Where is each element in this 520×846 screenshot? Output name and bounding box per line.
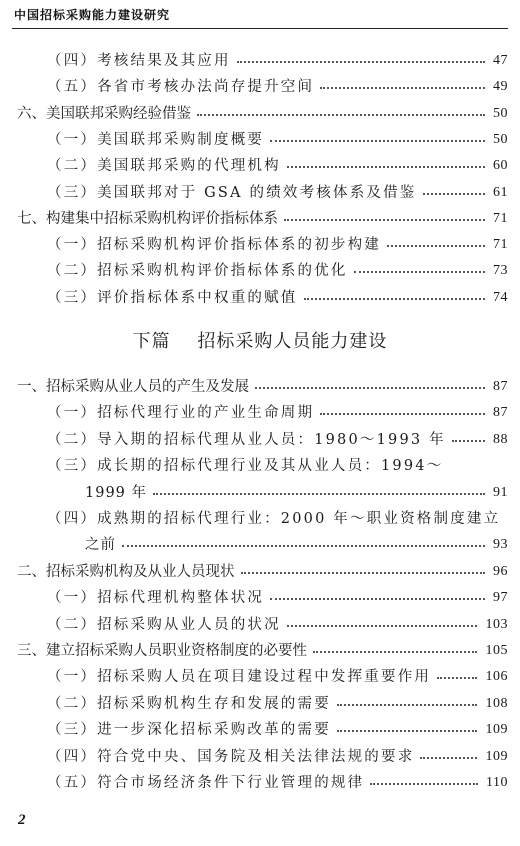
toc-entry[interactable] (0, 400, 520, 426)
toc-entry-page: 103 (485, 616, 508, 632)
toc-entry-title: （四）符合党中央、国务院及相关法律法规的要求 (47, 748, 415, 765)
toc-entry-title: （三）进一步深化招标采购改革的需要 (47, 722, 331, 739)
dot-leader (452, 440, 485, 442)
toc-entry[interactable] (0, 48, 520, 74)
toc-entry-page: 73 (493, 263, 508, 279)
toc-entry[interactable] (0, 559, 520, 585)
toc-entry[interactable] (0, 101, 520, 127)
dot-leader (437, 677, 477, 679)
toc-entry-title: （一）招标代理机构整体状况 (47, 590, 265, 607)
toc-entry-title: 六、美国联邦采购经验借鉴 (17, 105, 191, 122)
toc-entry[interactable] (0, 612, 520, 638)
toc-entry-page: 91 (493, 484, 508, 500)
toc-entry-title: 一、招标采购从业人员的产生及发展 (17, 379, 249, 395)
toc-entry-title: （二）招标采购从业人员的状况 (47, 616, 281, 633)
page-number: 2 (18, 812, 26, 828)
toc-entry-title: （四）成熟期的招标代理行业：2000 年～职业资格制度建立 (47, 511, 501, 527)
toc-entry[interactable] (0, 153, 520, 179)
toc-entry-title: 七、构建集中招标采购机构评价指标体系 (17, 210, 278, 227)
toc-entry-title: （一）招标采购机构评价指标体系的初步构建 (47, 237, 381, 254)
dot-leader (370, 783, 478, 785)
toc-entry-title: （三）评价指标体系中权重的赋值 (47, 289, 298, 306)
toc-entry-title: 二、招标采购机构及从业人员现状 (17, 563, 235, 580)
toc-entry-title: （二）招标采购机构评价指标体系的优化 (47, 263, 348, 280)
toc-entry[interactable] (0, 664, 520, 690)
toc-entry[interactable] (0, 127, 520, 153)
dot-leader (255, 387, 485, 389)
header-rule (12, 28, 508, 29)
toc-entry-page: 97 (493, 590, 508, 606)
toc-entry[interactable] (0, 585, 520, 611)
dot-leader (122, 545, 485, 547)
toc-entry[interactable] (0, 480, 520, 506)
toc-entry-title: （一）招标代理行业的产业生命周期 (47, 405, 315, 422)
toc-entry[interactable] (0, 427, 520, 453)
toc-entry-page: 108 (485, 695, 508, 711)
dot-leader (423, 193, 485, 195)
toc-entry-page: 110 (486, 775, 508, 790)
toc-entry-page: 74 (493, 289, 508, 305)
toc-entry-title: 三、建立招标采购人员职业资格制度的必要性 (17, 643, 307, 659)
toc-entry[interactable] (0, 717, 520, 743)
toc-entry[interactable] (0, 770, 520, 796)
toc-entry[interactable] (0, 206, 520, 232)
toc-entry-page: 93 (493, 537, 508, 553)
dot-leader (320, 413, 485, 415)
dot-leader (153, 493, 485, 495)
toc-entry-title: （二）导入期的招标代理从业人员：1980～1993 年 (47, 431, 446, 448)
dot-leader (284, 219, 485, 221)
dot-leader (287, 625, 477, 627)
toc-entry-title: 之前 (85, 537, 116, 554)
toc-entry-title: （四）考核结果及其应用 (47, 53, 231, 69)
toc-entry[interactable] (0, 232, 520, 258)
dot-leader (270, 140, 485, 142)
toc-entry[interactable] (0, 638, 520, 664)
toc-entry-page: 96 (493, 563, 508, 579)
toc-entry[interactable] (0, 74, 520, 100)
dot-leader (420, 757, 477, 759)
dot-leader (337, 730, 477, 732)
toc-entry-page: 49 (493, 79, 508, 95)
toc-entry-title: （三）成长期的招标代理行业及其从业人员：1994～ (47, 458, 444, 475)
section-heading (0, 327, 520, 353)
toc-entry-page: 61 (493, 184, 508, 200)
toc-entry[interactable] (0, 453, 520, 479)
toc-entry-page: 71 (493, 237, 508, 253)
toc-entry-page: 71 (493, 210, 508, 226)
toc-entry[interactable] (0, 691, 520, 717)
toc-entry-page: 87 (493, 405, 508, 421)
toc-entry-title: （一）美国联邦采购制度概要 (47, 131, 265, 148)
toc-entry[interactable] (0, 506, 520, 532)
toc-entry[interactable] (0, 744, 520, 770)
dot-leader (241, 572, 485, 574)
dot-leader (320, 87, 485, 89)
toc-entry-title: （二）美国联邦采购的代理机构 (47, 158, 281, 175)
running-head: 中国招标采购能力建设研究 (14, 8, 171, 22)
toc-entry-page: 47 (493, 53, 508, 68)
toc-entry-page: 87 (493, 379, 508, 394)
toc-entry-page: 109 (485, 722, 508, 738)
toc-entry-page: 105 (485, 643, 508, 658)
dot-leader (197, 114, 485, 116)
toc-entry-title: 1999 年 (85, 484, 148, 501)
dot-leader (287, 166, 485, 168)
dot-leader (304, 298, 485, 300)
dot-leader (270, 598, 485, 600)
toc-entry-title: （二）招标采购机构生存和发展的需要 (47, 695, 331, 712)
toc-entry-title: （五）各省市考核办法尚存提升空间 (47, 79, 315, 96)
dot-leader (387, 245, 485, 247)
toc-entry-title: （一）招标采购人员在项目建设过程中发挥重要作用 (47, 669, 432, 686)
toc-entry-title: （三）美国联邦对于 GSA 的绩效考核体系及借鉴 (47, 184, 417, 201)
toc-entry-page: 109 (485, 748, 508, 764)
toc-entry-page: 106 (485, 669, 508, 685)
toc-entry[interactable] (0, 285, 520, 311)
section-title-text: 招标采购人员能力建设 (197, 331, 388, 352)
toc-entry-title: （五）符合市场经济条件下行业管理的规律 (47, 775, 365, 791)
section-part: 下篇 (132, 331, 171, 352)
toc-entry[interactable] (0, 180, 520, 206)
toc-entry[interactable] (0, 258, 520, 284)
toc-entry-page: 50 (493, 131, 508, 147)
toc-entry[interactable] (0, 374, 520, 400)
toc-entry-page: 88 (493, 431, 508, 447)
dot-leader (337, 704, 477, 706)
dot-leader (237, 61, 485, 63)
toc-entry-page: 50 (493, 105, 508, 121)
toc-entry[interactable] (0, 532, 520, 558)
dot-leader (313, 651, 477, 653)
toc-entry-page: 60 (493, 158, 508, 174)
dot-leader (354, 271, 485, 273)
